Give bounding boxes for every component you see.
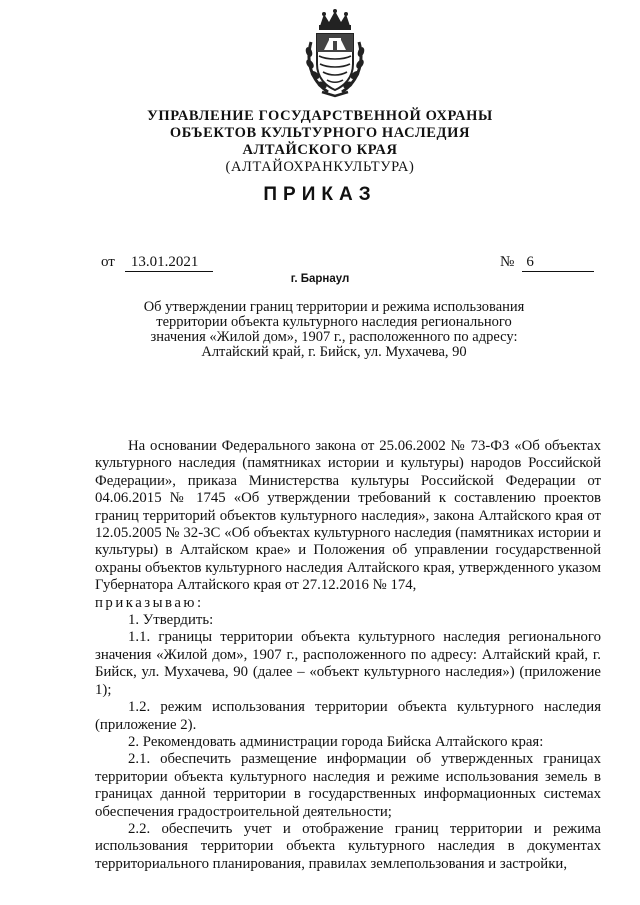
number-field [500, 254, 594, 272]
clause-2-1: 2.1. обеспечить размещение информации об утвержденных границах территории объекта культурного наследия и режиме использования земель в границах данной территории в государственных информационных системах обеспечения градостроительной деятельности; [95, 751, 601, 820]
clause-1-1: 1.1. границы территории объекта культурного наследия регионального значения «Жилой дом», 1907 г., расположенного по адресу: Алтайский край, г. Бийск, ул. Мухачева, 90 (далее – «объект культурного наследия») (приложение 1); [95, 629, 601, 698]
date-label: от [101, 254, 115, 270]
date-value: 13.01.2021 [125, 254, 213, 272]
organization-name [0, 108, 640, 176]
org-line: ОБЪЕКТОВ КУЛЬТУРНОГО НАСЛЕДИЯ [169, 125, 471, 141]
org-line: АЛТАЙСКОГО КРАЯ [242, 142, 398, 158]
clause-2-2: 2.2. обеспечить учет и отображение границ территории и режима использования территории объекта культурного наследия в документах территориального планирования, правилах землепользования и застройки, [95, 820, 601, 872]
preamble-paragraph: На основании Федерального закона от 25.06.2002 № 73-ФЗ «Об объектах культурного наследия (памятниках истории и культуры) народов Российской Федерации», приказа Министерства культуры Российской Федерации от 04.06.2015 № 1745 «Об утверждении требований к составлению проектов границ территорий объектов культурного наследия», закона Алтайского края от 12.05.2005 № 32-ЗС «Об объектах культурного наследия (памятниках истории и культуры) в Алтайском крае» и Положения об управлении государственной охраны объектов культурного наследия Алтайского края, утвержденного указом Губернатора Алтайского края от 27.12.2016 № 174, [95, 438, 601, 594]
clause-1: 1. Утвердить: [128, 612, 214, 629]
clause-1-2: 1.2. режим использования территории объекта культурного наследия (приложение 2). [95, 699, 601, 733]
order-word: приказываю: [95, 594, 204, 611]
subject-line: Об утверждении границ территории и режима использования [143, 299, 525, 315]
clause-2: 2. Рекомендовать администрации города Бийска Алтайского края: [128, 733, 544, 750]
subject-line: территории объекта культурного наследия регионального [156, 314, 512, 330]
number-label: № [500, 254, 515, 270]
city: г. Барнаул [290, 273, 350, 285]
coat-of-arms-icon [302, 8, 368, 100]
document-subject [124, 300, 544, 360]
number-value: 6 [522, 254, 594, 272]
subject-line: Алтайский край, г. Бийск, ул. Мухачева, 90 [201, 344, 467, 360]
document-body [95, 438, 601, 873]
org-line: (АЛТАЙОХРАНКУЛЬТУРА) [225, 159, 415, 175]
date-field [101, 254, 213, 272]
document-type: ПРИКАЗ [263, 184, 377, 205]
org-line: УПРАВЛЕНИЕ ГОСУДАРСТВЕННОЙ ОХРАНЫ [147, 108, 493, 124]
subject-line: значения «Жилой дом», 1907 г., расположенного по адресу: [150, 329, 518, 345]
